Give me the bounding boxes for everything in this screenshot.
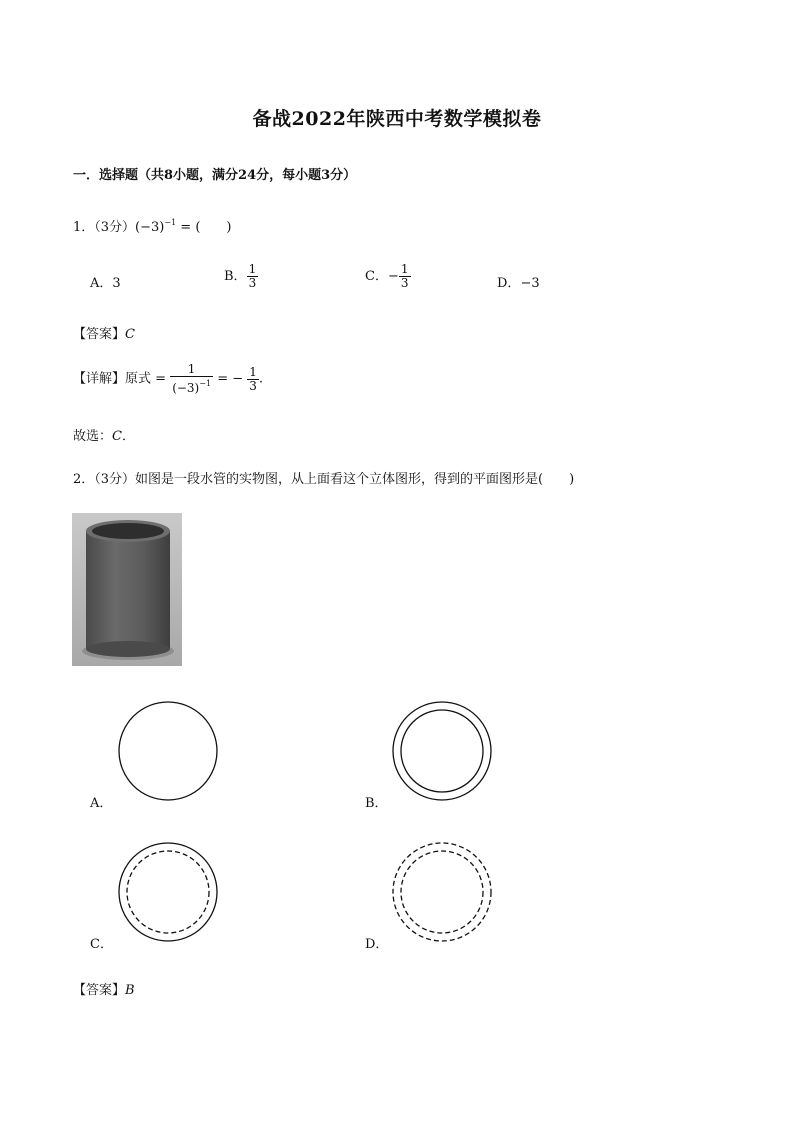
q1-option-a[interactable] xyxy=(90,272,121,291)
q1-detail-res-num: 1 xyxy=(249,364,257,379)
q1-option-c-num: 1 xyxy=(400,262,409,276)
q1-option-d-label: D． xyxy=(497,276,521,291)
q1-choose-value: C xyxy=(112,429,122,444)
q1-detail-den-base: (−3) xyxy=(172,381,200,395)
q1-detail-den-exp: −1 xyxy=(199,379,212,388)
q1-detail-result-fraction xyxy=(247,366,259,393)
q1-detail-num: 1 xyxy=(170,363,213,377)
q1-answer-value: C xyxy=(125,327,135,342)
q1-option-a-text: 3 xyxy=(112,276,121,291)
q1-option-d-text: −3 xyxy=(520,276,540,291)
q2-option-c-figure[interactable] xyxy=(114,839,222,945)
q1-option-c-den: 3 xyxy=(400,276,409,290)
q1-option-c-fraction xyxy=(399,263,411,290)
q2-option-b-label[interactable]: B． xyxy=(365,796,388,811)
q1-detail-res-den: 3 xyxy=(249,378,257,393)
q1-choose xyxy=(73,425,135,444)
page-title: 备战2022年陕西中考数学模拟卷 xyxy=(252,108,542,130)
q2-answer-value: B xyxy=(125,983,135,998)
q1-option-b-num: 1 xyxy=(248,262,257,276)
q1-number: 1．（3分） xyxy=(73,220,136,235)
q2-stem: 2．（3分）如图是一段水管的实物图，从上面看这个立体图形，得到的平面图形是( ) xyxy=(73,472,575,487)
q1-detail-tag: 【详解】 xyxy=(73,371,126,387)
q1-answer xyxy=(73,323,135,342)
q1-answer-tag: 【答案】 xyxy=(73,327,126,342)
q1-expr-base: (−3) xyxy=(135,220,165,235)
q1-stem xyxy=(73,216,231,235)
q1-detail-lead: 原式 = xyxy=(125,371,167,387)
q1-option-c-sign: − xyxy=(387,269,399,284)
q2-answer-tag: 【答案】 xyxy=(73,983,126,998)
q1-option-b-label: B． xyxy=(224,269,247,284)
q1-detail-fraction xyxy=(170,363,213,395)
water-pipe-photo xyxy=(72,513,182,666)
q1-detail-end: . xyxy=(258,371,264,387)
q2-answer xyxy=(73,979,135,998)
q1-option-b-fraction xyxy=(247,263,259,290)
q2-option-a-figure[interactable] xyxy=(114,698,222,804)
q1-option-a-label: A． xyxy=(90,276,113,291)
q1-option-b[interactable] xyxy=(224,263,258,290)
q2-option-b-figure[interactable] xyxy=(388,698,496,804)
q2-option-d-figure[interactable] xyxy=(388,839,496,945)
q1-expr-exponent: −1 xyxy=(164,218,177,227)
section-heading: 一．选择题（共8小题，满分24分，每小题3分） xyxy=(73,168,357,183)
q1-choose-lead: 故选： xyxy=(73,429,113,444)
q1-stem-suffix: = ( ) xyxy=(176,220,232,235)
q1-option-c[interactable] xyxy=(365,263,411,290)
q2-option-a-label[interactable]: A． xyxy=(90,796,113,811)
q2-option-c-label[interactable]: C． xyxy=(90,937,113,952)
q1-option-d[interactable] xyxy=(497,272,540,291)
q1-detail xyxy=(73,363,263,395)
q1-detail-den xyxy=(170,377,213,395)
q1-option-c-label: C． xyxy=(365,269,388,284)
q1-choose-end: ． xyxy=(121,429,135,444)
q1-option-b-den: 3 xyxy=(248,276,257,290)
q2-option-d-label[interactable]: D． xyxy=(365,937,389,952)
q1-detail-mid: = − xyxy=(217,371,244,387)
